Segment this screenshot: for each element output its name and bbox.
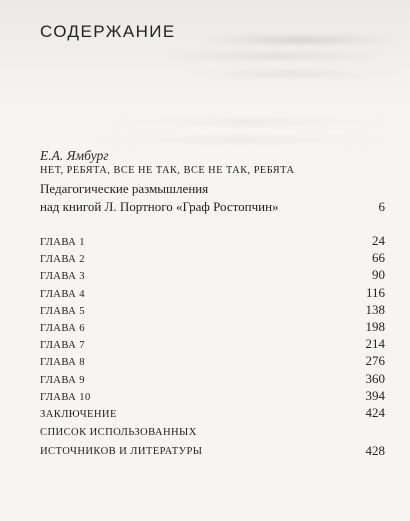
- intro-subtitle-line-1: Педагогические размышления: [40, 181, 209, 196]
- toc-entry-sources[interactable]: [40, 423, 385, 461]
- show-through-text: [110, 118, 390, 126]
- show-through-text: [200, 36, 400, 44]
- show-through-text: [180, 70, 400, 78]
- toc-entry-label: ГЛАВА 7: [40, 340, 85, 352]
- show-through-text: [90, 136, 390, 144]
- toc-entry-page: 66: [372, 250, 385, 266]
- toc-entry-label: ГЛАВА 2: [40, 254, 85, 266]
- toc-entry-chapter-2[interactable]: [40, 249, 385, 266]
- toc-entry-chapter-4[interactable]: [40, 284, 385, 301]
- toc-entry-page: 90: [372, 267, 385, 283]
- intro-author: Е.А. Ямбург: [40, 148, 109, 163]
- toc-entry-label-line-1: СПИСОК ИСПОЛЬЗОВАННЫХ: [40, 427, 197, 439]
- toc-list: [40, 232, 385, 461]
- toc-entry-chapter-6[interactable]: [40, 318, 385, 335]
- toc-entry-page: 198: [365, 318, 385, 334]
- toc-entry-page: 428: [365, 443, 385, 459]
- toc-entry-chapter-10[interactable]: [40, 387, 385, 404]
- toc-entry-label: ГЛАВА 3: [40, 271, 85, 283]
- toc-entry-label: ГЛАВА 5: [40, 305, 85, 317]
- toc-entry-page: 138: [365, 301, 385, 317]
- toc-entry-label: ГЛАВА 8: [40, 357, 85, 369]
- toc-entry-chapter-3[interactable]: [40, 266, 385, 283]
- toc-entry-chapter-5[interactable]: [40, 301, 385, 318]
- toc-entry-label: ГЛАВА 6: [40, 322, 85, 334]
- toc-entry-label: ГЛАВА 9: [40, 374, 85, 386]
- toc-entry-label: ЗАКЛЮЧЕНИЕ: [40, 408, 117, 420]
- toc-entry-conclusion[interactable]: [40, 404, 385, 421]
- toc-entry-chapter-7[interactable]: [40, 335, 385, 352]
- toc-entry-page: 214: [365, 336, 385, 352]
- toc-entry-page: 116: [365, 284, 385, 300]
- toc-entry-label: ГЛАВА 1: [40, 237, 85, 248]
- toc-entry-label: ГЛАВА 10: [40, 391, 91, 403]
- toc-entry-page: 276: [365, 353, 385, 369]
- toc-entry-page: 394: [365, 387, 385, 403]
- toc-entry-page: 24: [372, 233, 385, 248]
- toc-entry-page: 360: [365, 370, 385, 386]
- intro-subtitle-line-2: над книгой Л. Портного «Граф Ростопчин»: [40, 199, 279, 214]
- show-through-text: [150, 52, 400, 60]
- toc-entry-label-line-2: ИСТОЧНИКОВ И ЛИТЕРАТУРЫ: [40, 446, 203, 458]
- toc-entry-label: ГЛАВА 4: [40, 288, 85, 300]
- toc-entry-page: 424: [365, 404, 385, 420]
- toc-entry-chapter-8[interactable]: [40, 352, 385, 369]
- toc-entry-chapter-1[interactable]: [40, 232, 385, 249]
- intro-heading: НЕТ, РЕБЯТА, ВСЕ НЕ ТАК, ВСЕ НЕ ТАК, РЕБЯТА: [40, 165, 295, 176]
- intro-page-number: 6: [378, 199, 385, 214]
- toc-entry-chapter-9[interactable]: [40, 370, 385, 387]
- page-title: СОДЕРЖАНИЕ: [40, 22, 176, 41]
